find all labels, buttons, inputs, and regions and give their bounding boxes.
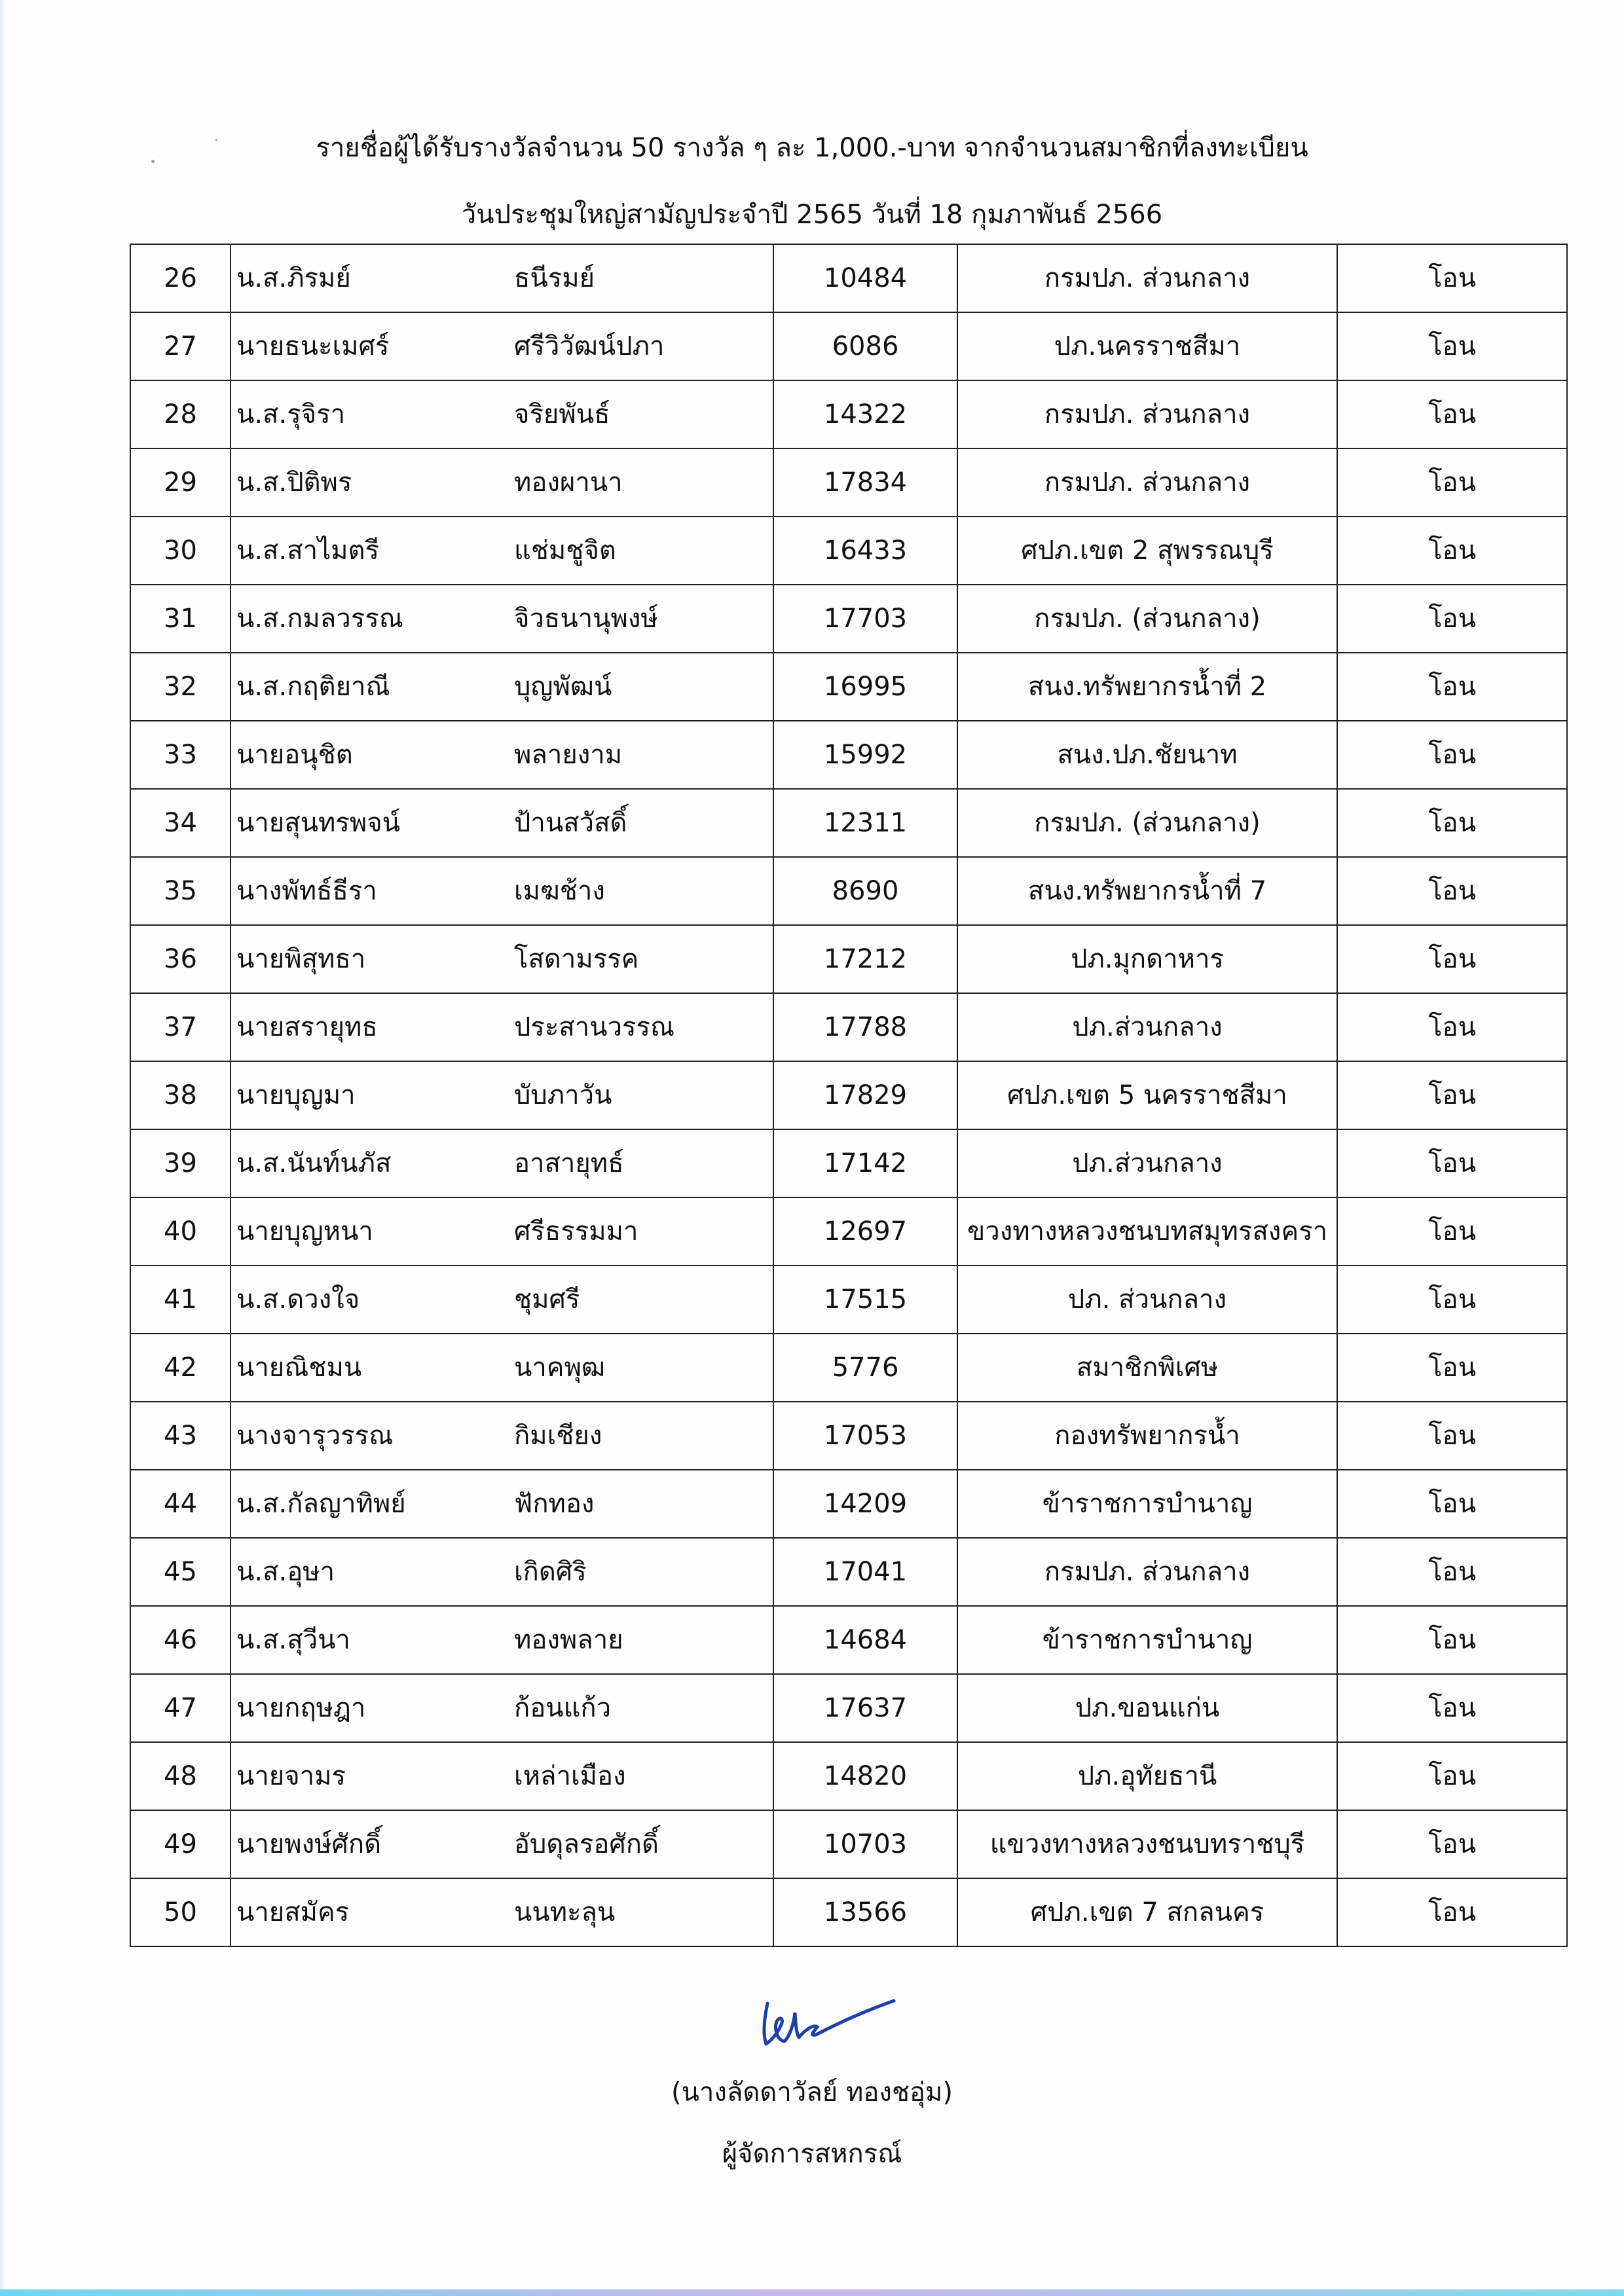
row-number-cell: 30 — [130, 517, 231, 585]
table-row — [130, 1402, 1567, 1470]
affiliation-cell: ปภ.นครราชสีมา — [957, 312, 1337, 380]
first-name-cell: น.ส.กมลวรรณ — [231, 585, 494, 653]
first-name-cell: น.ส.อุษา — [231, 1538, 494, 1606]
member-id-cell: 17142 — [773, 1129, 957, 1197]
table-row — [130, 789, 1567, 857]
row-number-cell: 40 — [130, 1197, 231, 1266]
row-number-cell: 44 — [130, 1470, 231, 1538]
winners-table-body — [130, 244, 1567, 1946]
affiliation-cell: แขวงทางหลวงชนบทราชบุรี — [957, 1810, 1337, 1878]
first-name-cell: น.ส.รุจิรา — [231, 380, 494, 448]
table-row — [130, 448, 1567, 517]
last-name-cell: ทองพลาย — [494, 1606, 773, 1674]
first-name-cell: นายสุนทรพจน์ — [231, 789, 494, 857]
row-number-cell: 26 — [130, 244, 231, 312]
table-row — [130, 517, 1567, 585]
member-id-cell: 13566 — [773, 1878, 957, 1946]
last-name-cell: โสดามรรค — [494, 925, 773, 993]
first-name-cell: น.ส.กัลญาทิพย์ — [231, 1470, 494, 1538]
payment-method-cell: โอน — [1337, 1129, 1567, 1197]
first-name-cell: น.ส.สาไมตรี — [231, 517, 494, 585]
last-name-cell: อับดุลรอศักดิ์ — [494, 1810, 773, 1878]
member-id-cell: 5776 — [773, 1334, 957, 1402]
payment-method-cell: โอน — [1337, 585, 1567, 653]
first-name-cell: นายพิสุทธา — [231, 925, 494, 993]
scan-edge-bottom — [0, 2289, 1624, 2296]
affiliation-cell: ปภ.ส่วนกลาง — [957, 1129, 1337, 1197]
table-row — [130, 857, 1567, 925]
last-name-cell: นนทะลุน — [494, 1878, 773, 1946]
payment-method-cell: โอน — [1337, 1810, 1567, 1878]
first-name-cell: นายพงษ์ศักดิ์ — [231, 1810, 494, 1878]
last-name-cell: เกิดศิริ — [494, 1538, 773, 1606]
payment-method-cell: โอน — [1337, 312, 1567, 380]
payment-method-cell: โอน — [1337, 517, 1567, 585]
payment-method-cell: โอน — [1337, 1878, 1567, 1946]
payment-method-cell: โอน — [1337, 1742, 1567, 1810]
payment-method-cell: โอน — [1337, 380, 1567, 448]
row-number-cell: 41 — [130, 1266, 231, 1334]
affiliation-cell: กรมปภ. ส่วนกลาง — [957, 244, 1337, 312]
table-row — [130, 993, 1567, 1061]
table-row — [130, 1878, 1567, 1946]
first-name-cell: น.ส.สุวีนา — [231, 1606, 494, 1674]
table-row — [130, 1266, 1567, 1334]
table-row — [130, 1334, 1567, 1402]
row-number-cell: 29 — [130, 448, 231, 517]
affiliation-cell: ปภ.ขอนแก่น — [957, 1674, 1337, 1742]
row-number-cell: 47 — [130, 1674, 231, 1742]
first-name-cell: นายบุญหนา — [231, 1197, 494, 1266]
payment-method-cell: โอน — [1337, 721, 1567, 789]
last-name-cell: จริยพันธ์ — [494, 380, 773, 448]
payment-method-cell: โอน — [1337, 1061, 1567, 1129]
last-name-cell: ธนีรมย์ — [494, 244, 773, 312]
last-name-cell: พลายงาม — [494, 721, 773, 789]
row-number-cell: 50 — [130, 1878, 231, 1946]
last-name-cell: แช่มชูจิต — [494, 517, 773, 585]
payment-method-cell: โอน — [1337, 857, 1567, 925]
payment-method-cell: โอน — [1337, 925, 1567, 993]
first-name-cell: นางจารุวรรณ — [231, 1402, 494, 1470]
member-id-cell: 17515 — [773, 1266, 957, 1334]
table-row — [130, 244, 1567, 312]
last-name-cell: บับภาวัน — [494, 1061, 773, 1129]
last-name-cell: ศรีธรรมมา — [494, 1197, 773, 1266]
table-row — [130, 1061, 1567, 1129]
signer-title: ผู้จัดการสหกรณ์ — [722, 2139, 902, 2169]
payment-method-cell: โอน — [1337, 1606, 1567, 1674]
member-id-cell: 17053 — [773, 1402, 957, 1470]
affiliation-cell: สนง.ทรัพยากรน้ำที่ 7 — [957, 857, 1337, 925]
winners-table — [130, 244, 1568, 1947]
table-row — [130, 653, 1567, 721]
winners-table-container — [130, 244, 1566, 1947]
first-name-cell: นายจามร — [231, 1742, 494, 1810]
affiliation-cell: กองทรัพยากรน้ำ — [957, 1402, 1337, 1470]
last-name-cell: เหล่าเมือง — [494, 1742, 773, 1810]
last-name-cell: บุญพัฒน์ — [494, 653, 773, 721]
table-row — [130, 1742, 1567, 1810]
table-row — [130, 585, 1567, 653]
signer-name: (นางลัดดาวัลย์ ทองชอุ่ม) — [671, 2077, 953, 2107]
member-id-cell: 16433 — [773, 517, 957, 585]
member-id-cell: 17788 — [773, 993, 957, 1061]
affiliation-cell: ปภ.มุกดาหาร — [957, 925, 1337, 993]
row-number-cell: 48 — [130, 1742, 231, 1810]
member-id-cell: 10703 — [773, 1810, 957, 1878]
affiliation-cell: กรมปภ. ส่วนกลาง — [957, 1538, 1337, 1606]
affiliation-cell: กรมปภ. (ส่วนกลาง) — [957, 585, 1337, 653]
payment-method-cell: โอน — [1337, 1538, 1567, 1606]
last-name-cell: กิมเชียง — [494, 1402, 773, 1470]
affiliation-cell: ขวงทางหลวงชนบทสมุทรสงครา — [957, 1197, 1337, 1266]
payment-method-cell: โอน — [1337, 1266, 1567, 1334]
payment-method-cell: โอน — [1337, 1674, 1567, 1742]
member-id-cell: 8690 — [773, 857, 957, 925]
table-row — [130, 380, 1567, 448]
affiliation-cell: สนง.ทรัพยากรน้ำที่ 2 — [957, 653, 1337, 721]
affiliation-cell: ปภ.ส่วนกลาง — [957, 993, 1337, 1061]
last-name-cell: ชุมศรี — [494, 1266, 773, 1334]
affiliation-cell: สนง.ปภ.ชัยนาท — [957, 721, 1337, 789]
member-id-cell: 17829 — [773, 1061, 957, 1129]
member-id-cell: 12697 — [773, 1197, 957, 1266]
last-name-cell: ก้อนแก้ว — [494, 1674, 773, 1742]
first-name-cell: น.ส.ภิรมย์ — [231, 244, 494, 312]
first-name-cell: นายกฤษฎา — [231, 1674, 494, 1742]
last-name-cell: นาคพุฒ — [494, 1334, 773, 1402]
row-number-cell: 43 — [130, 1402, 231, 1470]
scan-edge-left — [0, 0, 5, 2296]
table-row — [130, 721, 1567, 789]
affiliation-cell: ข้าราชการบำนาญ — [957, 1470, 1337, 1538]
row-number-cell: 49 — [130, 1810, 231, 1878]
last-name-cell: ฟักทอง — [494, 1470, 773, 1538]
member-id-cell: 17703 — [773, 585, 957, 653]
member-id-cell: 16995 — [773, 653, 957, 721]
member-id-cell: 14684 — [773, 1606, 957, 1674]
last-name-cell: ป้านสวัสดิ์ — [494, 789, 773, 857]
table-row — [130, 925, 1567, 993]
table-row — [130, 1470, 1567, 1538]
row-number-cell: 38 — [130, 1061, 231, 1129]
affiliation-cell: ปภ. ส่วนกลาง — [957, 1266, 1337, 1334]
member-id-cell: 14209 — [773, 1470, 957, 1538]
table-row — [130, 1197, 1567, 1266]
first-name-cell: นายสรายุทธ — [231, 993, 494, 1061]
member-id-cell: 14322 — [773, 380, 957, 448]
table-row — [130, 1810, 1567, 1878]
row-number-cell: 32 — [130, 653, 231, 721]
payment-method-cell: โอน — [1337, 653, 1567, 721]
member-id-cell: 15992 — [773, 721, 957, 789]
affiliation-cell: สมาชิกพิเศษ — [957, 1334, 1337, 1402]
member-id-cell: 17834 — [773, 448, 957, 517]
first-name-cell: น.ส.กฤติยาณี — [231, 653, 494, 721]
last-name-cell: อาสายุทธ์ — [494, 1129, 773, 1197]
handwritten-signature — [753, 1977, 904, 2056]
first-name-cell: น.ส.ดวงใจ — [231, 1266, 494, 1334]
row-number-cell: 33 — [130, 721, 231, 789]
table-row — [130, 1606, 1567, 1674]
member-id-cell: 12311 — [773, 789, 957, 857]
row-number-cell: 36 — [130, 925, 231, 993]
last-name-cell: ทองผานา — [494, 448, 773, 517]
affiliation-cell: ปภ.อุทัยธานี — [957, 1742, 1337, 1810]
row-number-cell: 34 — [130, 789, 231, 857]
member-id-cell: 10484 — [773, 244, 957, 312]
affiliation-cell: ศปภ.เขต 7 สกลนคร — [957, 1878, 1337, 1946]
affiliation-cell: ศปภ.เขต 5 นครราชสีมา — [957, 1061, 1337, 1129]
first-name-cell: นายณิชมน — [231, 1334, 494, 1402]
affiliation-cell: ข้าราชการบำนาญ — [957, 1606, 1337, 1674]
table-row — [130, 1674, 1567, 1742]
row-number-cell: 27 — [130, 312, 231, 380]
affiliation-cell: กรมปภ. (ส่วนกลาง) — [957, 789, 1337, 857]
payment-method-cell: โอน — [1337, 1197, 1567, 1266]
document-heading-line-1: รายชื่อผู้ได้รับรางวัลจำนวน 50 รางวัล ๆ ละ 1,000.-บาท จากจำนวนสมาชิกที่ลงทะเบียน — [316, 133, 1308, 163]
affiliation-cell: กรมปภ. ส่วนกลาง — [957, 380, 1337, 448]
first-name-cell: น.ส.นันท์นภัส — [231, 1129, 494, 1197]
payment-method-cell: โอน — [1337, 1470, 1567, 1538]
row-number-cell: 35 — [130, 857, 231, 925]
first-name-cell: นายอนุชิต — [231, 721, 494, 789]
last-name-cell: ศรีวิวัฒน์ปภา — [494, 312, 773, 380]
member-id-cell: 6086 — [773, 312, 957, 380]
payment-method-cell: โอน — [1337, 1334, 1567, 1402]
affiliation-cell: กรมปภ. ส่วนกลาง — [957, 448, 1337, 517]
last-name-cell: จิวธนานุพงษ์ — [494, 585, 773, 653]
first-name-cell: นายบุญมา — [231, 1061, 494, 1129]
row-number-cell: 31 — [130, 585, 231, 653]
row-number-cell: 39 — [130, 1129, 231, 1197]
payment-method-cell: โอน — [1337, 244, 1567, 312]
row-number-cell: 45 — [130, 1538, 231, 1606]
member-id-cell: 17041 — [773, 1538, 957, 1606]
first-name-cell: น.ส.ปิติพร — [231, 448, 494, 517]
payment-method-cell: โอน — [1337, 789, 1567, 857]
member-id-cell: 17637 — [773, 1674, 957, 1742]
table-row — [130, 1129, 1567, 1197]
member-id-cell: 17212 — [773, 925, 957, 993]
row-number-cell: 28 — [130, 380, 231, 448]
member-id-cell: 14820 — [773, 1742, 957, 1810]
row-number-cell: 37 — [130, 993, 231, 1061]
table-row — [130, 312, 1567, 380]
affiliation-cell: ศปภ.เขต 2 สุพรรณบุรี — [957, 517, 1337, 585]
last-name-cell: ประสานวรรณ — [494, 993, 773, 1061]
payment-method-cell: โอน — [1337, 993, 1567, 1061]
first-name-cell: นางพัทธ์ธีรา — [231, 857, 494, 925]
payment-method-cell: โอน — [1337, 448, 1567, 517]
row-number-cell: 46 — [130, 1606, 231, 1674]
table-row — [130, 1538, 1567, 1606]
last-name-cell: เมฆช้าง — [494, 857, 773, 925]
first-name-cell: นายธนะเมศร์ — [231, 312, 494, 380]
payment-method-cell: โอน — [1337, 1402, 1567, 1470]
row-number-cell: 42 — [130, 1334, 231, 1402]
document-heading-line-2: วันประชุมใหญ่สามัญประจำปี 2565 วันที่ 18 กุมภาพันธ์ 2566 — [461, 200, 1163, 230]
first-name-cell: นายสมัคร — [231, 1878, 494, 1946]
